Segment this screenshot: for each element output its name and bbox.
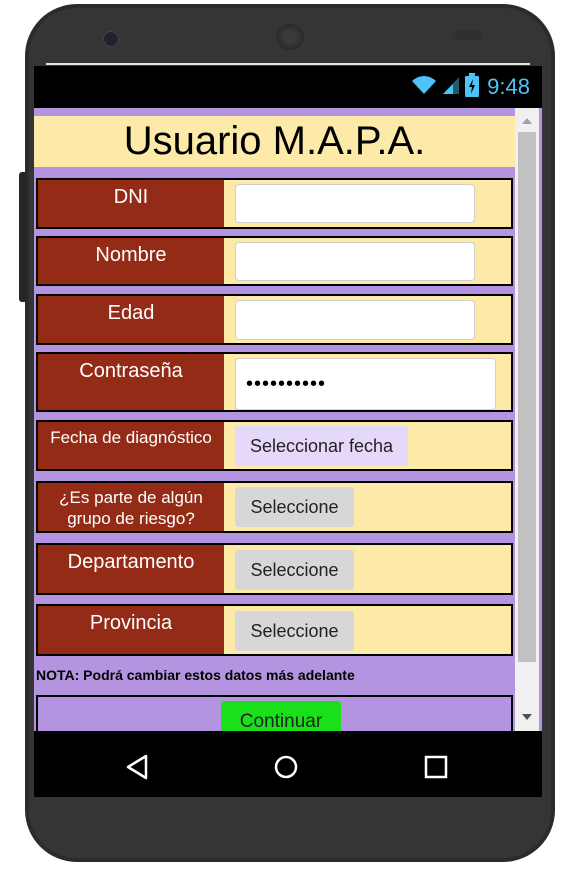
scrollbar[interactable] bbox=[515, 108, 539, 731]
scroll-up-icon[interactable] bbox=[522, 118, 532, 124]
continue-button[interactable]: Continuar bbox=[221, 701, 341, 731]
app-screen bbox=[34, 108, 542, 731]
password-label: Contraseña bbox=[38, 354, 224, 410]
provincia-row bbox=[36, 604, 513, 656]
back-icon bbox=[124, 753, 150, 781]
riesgo-select-button[interactable]: Seleccione bbox=[235, 487, 354, 527]
proximity-sensor bbox=[452, 30, 482, 40]
navigation-bar bbox=[34, 731, 542, 797]
departamento-row bbox=[36, 543, 513, 595]
provincia-select-button[interactable]: Seleccione bbox=[235, 611, 354, 651]
phone-side-button bbox=[19, 172, 27, 302]
riesgo-row bbox=[36, 481, 513, 533]
scroll-down-icon[interactable] bbox=[522, 714, 532, 720]
front-camera bbox=[103, 31, 119, 47]
form-content bbox=[34, 108, 515, 731]
password-row bbox=[36, 352, 513, 412]
departamento-label: Departamento bbox=[38, 545, 224, 593]
recents-button[interactable] bbox=[418, 749, 454, 785]
riesgo-label: ¿Es parte de algún grupo de riesgo? bbox=[38, 483, 224, 531]
continue-row bbox=[36, 695, 513, 731]
recents-icon bbox=[423, 754, 449, 780]
dni-row bbox=[36, 178, 513, 229]
earpiece-speaker bbox=[276, 24, 304, 50]
departamento-select-button[interactable]: Seleccione bbox=[235, 550, 354, 590]
fecha-label: Fecha de diagnóstico bbox=[38, 422, 224, 469]
provincia-label: Provincia bbox=[38, 606, 224, 654]
status-icons bbox=[411, 74, 530, 100]
home-icon bbox=[272, 753, 300, 781]
screen-top-edge bbox=[46, 63, 530, 65]
dni-input[interactable] bbox=[235, 184, 475, 223]
home-button[interactable] bbox=[268, 749, 304, 785]
phone-screen bbox=[34, 66, 542, 797]
status-bar bbox=[34, 66, 542, 108]
password-input[interactable]: •••••••••• bbox=[235, 358, 496, 410]
edad-label: Edad bbox=[38, 296, 224, 343]
note-text: NOTA: Podrá cambiar estos datos más adelante bbox=[36, 667, 355, 683]
nombre-input[interactable] bbox=[235, 242, 475, 281]
cell-signal-icon bbox=[441, 74, 461, 101]
back-button[interactable] bbox=[119, 749, 155, 785]
nombre-row bbox=[36, 236, 513, 286]
title-bar bbox=[34, 116, 515, 167]
edad-row bbox=[36, 294, 513, 345]
fecha-row bbox=[36, 420, 513, 471]
dni-label: DNI bbox=[38, 180, 224, 227]
nombre-label: Nombre bbox=[38, 238, 224, 284]
edad-input[interactable] bbox=[235, 300, 475, 340]
select-date-button[interactable]: Seleccionar fecha bbox=[235, 426, 408, 466]
page-title: Usuario M.A.P.A. bbox=[123, 119, 426, 163]
battery-icon bbox=[465, 73, 479, 102]
wifi-icon bbox=[411, 74, 437, 101]
status-clock: 9:48 bbox=[487, 74, 530, 99]
scrollbar-thumb[interactable] bbox=[518, 132, 536, 662]
